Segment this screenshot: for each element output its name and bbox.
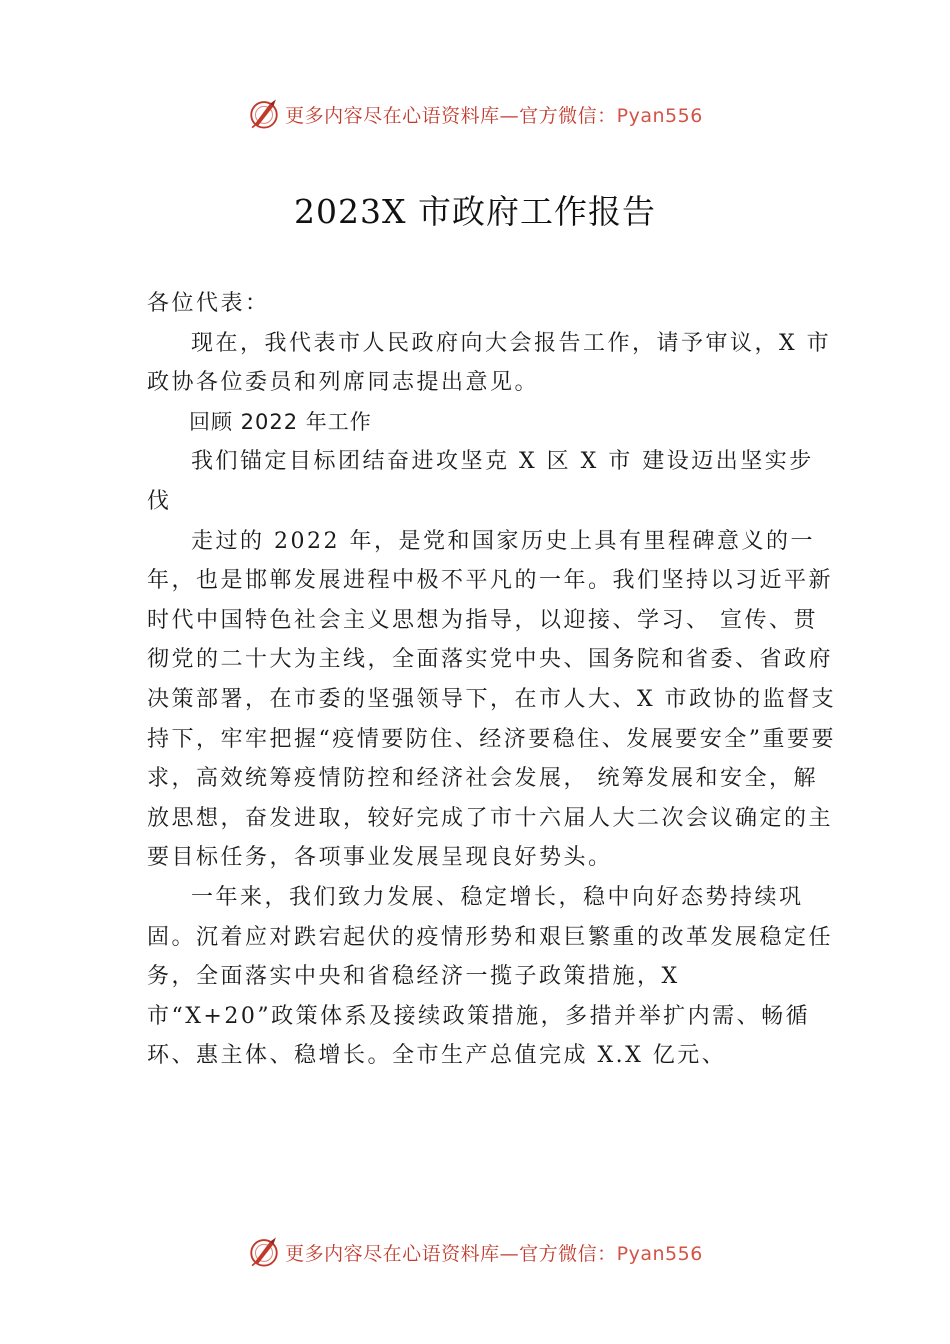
report-body bbox=[147, 284, 837, 1076]
wechat-id: Pyan556 bbox=[616, 104, 703, 127]
quill-pen-logo-icon bbox=[247, 1235, 281, 1269]
paragraph-2: 一年来，我们致力发展、稳定增长，稳中向好态势持续巩固。沉着应对跌宕起伏的疫情形势和艰巨繁重的改革发展稳定任务，全面落实中央和省稳经济一揽子政策措施，X 市“X+20”政策体系及接续政策措施，多措并举扩内需、畅循环、惠主体、稳增长。全市生产总值完成 X.X 亿元、 bbox=[147, 884, 834, 1069]
footer-banner bbox=[0, 1232, 950, 1272]
salutation: 各位代表： bbox=[147, 291, 270, 316]
wechat-id: Pyan556 bbox=[616, 1242, 703, 1265]
page-title: 2023X 市政府工作报告 bbox=[294, 192, 656, 231]
header-banner bbox=[0, 94, 950, 134]
section-heading: 回顾 2022 年工作 bbox=[189, 409, 372, 434]
subheading: 我们锚定目标团结奋进攻坚克 X 区 X 市 建设迈出坚实步伐 bbox=[147, 449, 814, 514]
quill-pen-logo-icon bbox=[247, 97, 281, 131]
paragraph-1: 走过的 2022 年，是党和国家历史上具有里程碑意义的一年，也是邯郸发展进程中极不平凡的一年。我们坚持以习近平新时代中国特色社会主义思想为指导，以迎接、学习、 宣传、贯彻党的二十大为主线，全面落实党中央、国务院和省委、省政府决策部署，在市委的坚强领导下，在市人大、X 市政协的监督支持下，牢牢把握“疫情要防住、经济要稳住、发展要安全”重要要求，高效统筹疫情防控和经济社会发展， 统筹发展和安全，解放思想，奋发进取，较好完成了市十六届人大二次会议确定的主要目标任务，各项事业发展呈现良好势头。 bbox=[147, 528, 837, 871]
intro-paragraph: 现在，我代表市人民政府向大会报告工作，请予审议，X 市政协各位委员和列席同志提出意见。 bbox=[147, 330, 832, 396]
banner-text: 更多内容尽在心语资料库—官方微信：Pyan556 bbox=[285, 104, 703, 127]
banner-text: 更多内容尽在心语资料库—官方微信：Pyan556 bbox=[285, 1242, 703, 1265]
